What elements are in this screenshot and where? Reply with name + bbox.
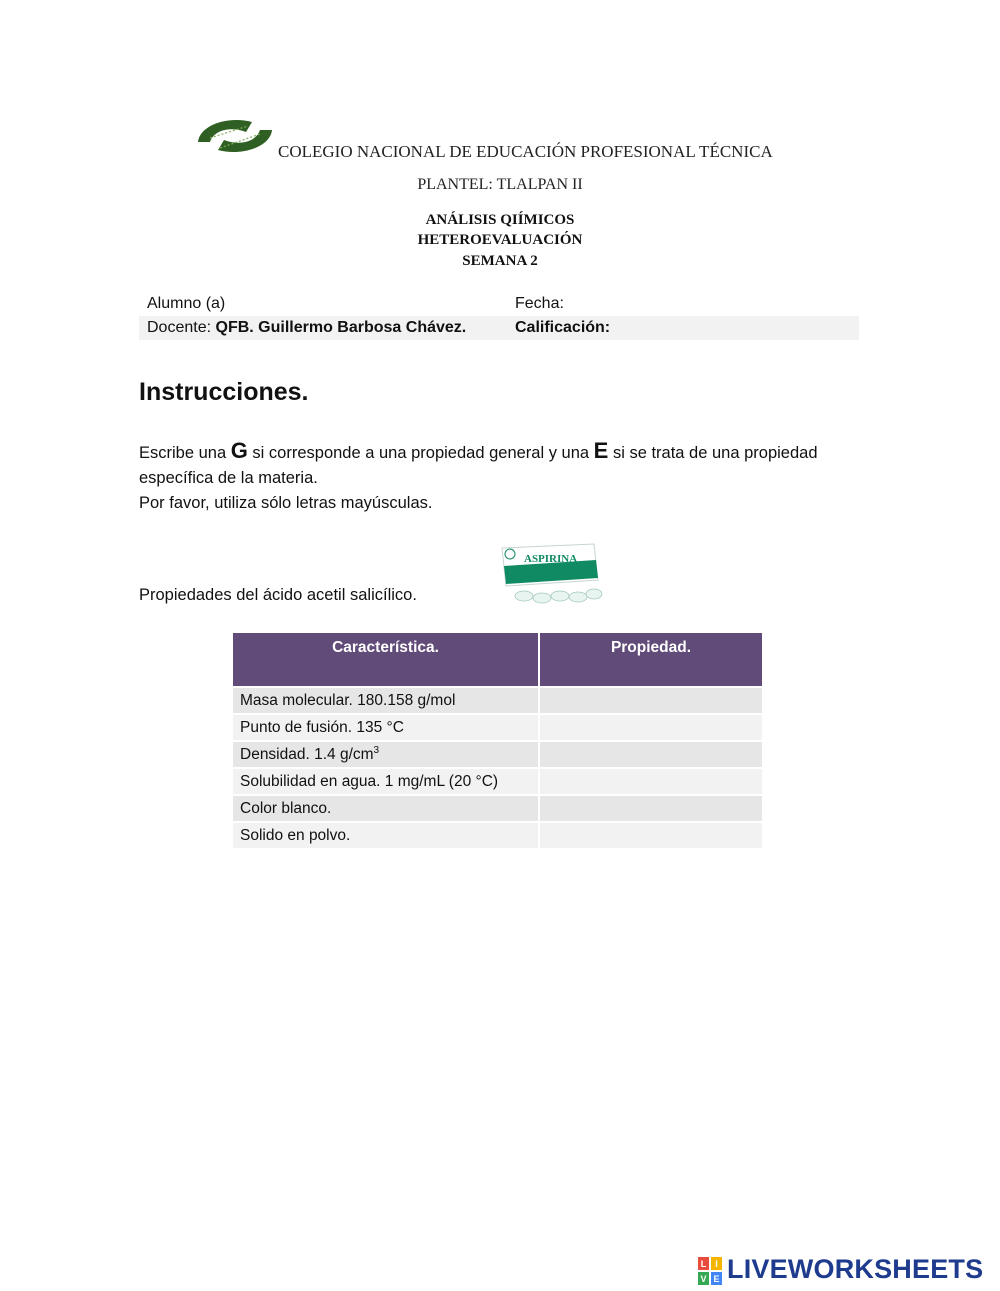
date-label: Fecha: [515,295,564,312]
property-answer-cell[interactable] [539,687,762,714]
header-property: Propiedad. [539,633,762,687]
plantel-name: PLANTEL: TLALPAN II [417,176,583,193]
letter-e: E [593,438,609,463]
aspirin-brand: ASPIRINA [524,553,578,565]
aspirin-image [498,540,610,606]
instr-line2: Por favor, utiliza sólo letras mayúsculas. [139,494,433,512]
svg-text:L: L [700,1259,707,1269]
characteristic-cell [233,741,539,768]
svg-text:V: V [700,1274,707,1284]
svg-text:E: E [713,1274,720,1284]
letter-g: G [230,438,248,463]
density-exponent: 3 [373,744,380,756]
institution-name: COLEGIO NACIONAL DE EDUCACIÓN PROFESIONAL TÉCNICA [278,142,773,161]
property-answer-cell[interactable] [539,714,762,741]
instr-part2: si corresponde a una propiedad general y una [247,444,594,462]
instr-part1: Escribe una [139,444,231,462]
svg-text:I: I [715,1259,718,1269]
density-text: Densidad. 1.4 g/cm [240,746,374,764]
teacher-cell [139,316,507,340]
characteristic-cell: Solubilidad en agua. 1 mg/mL (20 °C) [233,768,539,795]
property-answer-cell[interactable] [539,768,762,795]
instructions-title: Instrucciones. [139,378,309,406]
table-row [233,795,762,822]
week-title: SEMANA 2 [462,253,538,269]
teacher-label: Docente: [147,319,212,336]
table-row [233,741,762,768]
properties-table [233,633,762,848]
grade-label: Calificación: [515,319,611,336]
table-row [233,768,762,795]
characteristic-cell: Color blanco. [233,795,539,822]
properties-label: Propiedades del ácido acetil salicílico. [139,586,417,604]
liveworksheets-brand[interactable]: LIVEWORKSHEETS [727,1254,984,1284]
grade-cell [507,316,859,340]
header-characteristic: Característica. [233,633,539,687]
teacher-name: QFB. Guillermo Barbosa Chávez. [215,319,467,336]
property-answer-cell[interactable] [539,741,762,768]
property-answer-cell[interactable] [539,822,762,848]
subject-title: ANÁLISIS QIÍMICOS [425,212,575,228]
instr-part3: si se trata de una propiedad específica de la materia. [139,444,818,487]
characteristic-cell: Masa molecular. 180.158 g/mol [233,687,539,714]
characteristic-cell: Solido en polvo. [233,822,539,848]
instructions-text [139,438,869,516]
conalep-logo [190,112,280,160]
evaluation-title: HETEROEVALUACIÓN [417,232,583,248]
characteristic-cell: Punto de fusión. 135 °C [233,714,539,741]
student-info-table [139,292,859,340]
table-row [233,687,762,714]
table-row [233,714,762,741]
property-answer-cell[interactable] [539,795,762,822]
table-row [233,822,762,848]
student-label: Alumno (a) [147,295,226,312]
liveworksheets-logo-icon [697,1256,725,1286]
